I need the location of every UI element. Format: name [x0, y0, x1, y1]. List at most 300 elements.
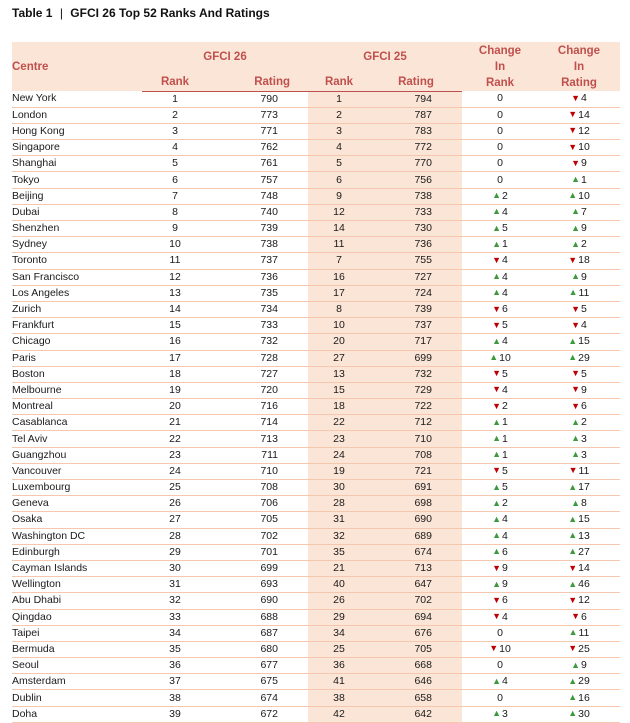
- change-in-rating-cell-value: 29: [578, 351, 590, 364]
- triangle-down-icon: ▼: [571, 400, 581, 411]
- gfci26-rating-cell: 733: [208, 318, 308, 334]
- gfci25-rank-cell: 15: [308, 382, 370, 398]
- change-in-rating-cell: [538, 123, 620, 139]
- change-in-rating-cell: [538, 609, 620, 625]
- gfci25-rating-cell: 794: [370, 91, 462, 107]
- gfci26-rank-cell: 36: [142, 658, 208, 674]
- centre-cell: Wellington: [12, 577, 142, 593]
- triangle-up-icon: ▲: [568, 578, 578, 589]
- change-in-rating-cell-value: 4: [581, 319, 587, 332]
- gfci26-rank-cell: 19: [142, 382, 208, 398]
- gfci26-rating-cell: 677: [208, 658, 308, 674]
- triangle-up-icon: ▲: [492, 433, 502, 444]
- gfci26-rating-cell: 714: [208, 415, 308, 431]
- centre-cell: Doha: [12, 706, 142, 722]
- table-row: [12, 658, 620, 674]
- table-row: [12, 480, 620, 496]
- change-in-rating-cell: [538, 480, 620, 496]
- centre-cell: Toronto: [12, 253, 142, 269]
- header-change-in-rating-line3: Rating: [561, 77, 597, 89]
- gfci25-rating-cell: 756: [370, 172, 462, 188]
- gfci25-rating-cell: 737: [370, 318, 462, 334]
- change-in-rating-cell: [538, 512, 620, 528]
- change-in-rating-cell-value: 13: [578, 529, 590, 542]
- gfci26-rating-cell: 716: [208, 399, 308, 415]
- triangle-up-icon: ▲: [571, 449, 581, 460]
- triangle-up-icon: ▲: [492, 335, 502, 346]
- change-in-rating-cell: [538, 674, 620, 690]
- gfci26-rating-cell: 690: [208, 593, 308, 609]
- gfci26-rating-cell: 713: [208, 431, 308, 447]
- gfci26-rating-cell: 738: [208, 237, 308, 253]
- change-in-rank-cell-value: 6: [502, 303, 508, 316]
- gfci26-rank-cell: 17: [142, 350, 208, 366]
- header-change-in-rating: [538, 42, 620, 91]
- change-in-rating-cell: [538, 577, 620, 593]
- change-in-rank-cell: [462, 107, 538, 123]
- gfci26-rating-cell: 773: [208, 107, 308, 123]
- gfci25-rating-cell: 658: [370, 690, 462, 706]
- change-in-rank-cell: [462, 140, 538, 156]
- table-body: [12, 91, 620, 722]
- triangle-down-icon: ▼: [571, 368, 581, 379]
- gfci26-rank-cell: 35: [142, 641, 208, 657]
- gfci25-rating-cell: 736: [370, 237, 462, 253]
- triangle-up-icon: ▲: [568, 675, 578, 686]
- change-in-rating-cell-value: 14: [578, 108, 590, 121]
- gfci26-rank-cell: 28: [142, 528, 208, 544]
- gfci26-rating-cell: 674: [208, 690, 308, 706]
- gfci25-rank-cell: 10: [308, 318, 370, 334]
- change-in-rating-cell-value: 1: [581, 173, 587, 186]
- change-in-rating-cell-value: 30: [578, 707, 590, 720]
- table-row: [12, 91, 620, 107]
- gfci25-rank-cell: 42: [308, 706, 370, 722]
- change-in-rating-cell-value: 3: [581, 432, 587, 445]
- change-in-rating-cell-value: 15: [578, 513, 590, 526]
- gfci26-rating-cell: 672: [208, 706, 308, 722]
- change-in-rank-cell: [462, 334, 538, 350]
- centre-cell: Zurich: [12, 301, 142, 317]
- table-row: [12, 544, 620, 560]
- triangle-down-icon: ▼: [492, 303, 502, 314]
- table-row: [12, 382, 620, 398]
- gfci25-rank-cell: 24: [308, 447, 370, 463]
- gfci26-rank-cell: 9: [142, 221, 208, 237]
- change-in-rating-cell: [538, 496, 620, 512]
- gfci25-rank-cell: 35: [308, 544, 370, 560]
- triangle-down-icon: ▼: [571, 611, 581, 622]
- change-in-rank-cell: [462, 172, 538, 188]
- triangle-up-icon: ▲: [571, 238, 581, 249]
- gfci26-rating-cell: 737: [208, 253, 308, 269]
- triangle-up-icon: ▲: [568, 708, 578, 719]
- table-row: [12, 625, 620, 641]
- gfci26-rating-cell: 706: [208, 496, 308, 512]
- centre-cell: Guangzhou: [12, 447, 142, 463]
- change-in-rating-cell-value: 10: [578, 189, 590, 202]
- gfci25-rating-cell: 708: [370, 447, 462, 463]
- table-row: [12, 107, 620, 123]
- gfci25-rating-cell: 730: [370, 221, 462, 237]
- change-in-rank-cell-value: 10: [499, 351, 511, 364]
- change-in-rating-cell: [538, 350, 620, 366]
- gfci25-rating-cell: 717: [370, 334, 462, 350]
- gfci26-rank-cell: 13: [142, 285, 208, 301]
- change-in-rank-cell: [462, 560, 538, 576]
- header-gfci26-rank: Rank: [142, 73, 208, 91]
- gfci26-rating-cell: 711: [208, 447, 308, 463]
- change-in-rank-cell: [462, 544, 538, 560]
- gfci25-rank-cell: 29: [308, 609, 370, 625]
- gfci26-rating-cell: 761: [208, 156, 308, 172]
- change-in-rank-cell: [462, 382, 538, 398]
- centre-cell: Frankfurt: [12, 318, 142, 334]
- gfci25-rank-cell: 2: [308, 107, 370, 123]
- change-in-rank-cell: [462, 123, 538, 139]
- change-in-rating-cell: [538, 301, 620, 317]
- gfci26-rank-cell: 11: [142, 253, 208, 269]
- triangle-up-icon: ▲: [492, 513, 502, 524]
- change-in-rank-cell: [462, 237, 538, 253]
- ranks-ratings-table: [12, 42, 620, 723]
- triangle-up-icon: ▲: [571, 659, 581, 670]
- change-in-rank-cell: [462, 431, 538, 447]
- centre-cell: Melbourne: [12, 382, 142, 398]
- gfci25-rating-cell: 690: [370, 512, 462, 528]
- centre-cell: Osaka: [12, 512, 142, 528]
- gfci26-rank-cell: 38: [142, 690, 208, 706]
- gfci25-rating-cell: 787: [370, 107, 462, 123]
- change-in-rating-cell: [538, 237, 620, 253]
- gfci26-rating-cell: 710: [208, 463, 308, 479]
- triangle-down-icon: ▼: [571, 303, 581, 314]
- centre-cell: New York: [12, 91, 142, 107]
- gfci26-rating-cell: 771: [208, 123, 308, 139]
- centre-cell: Hong Kong: [12, 123, 142, 139]
- triangle-up-icon: ▲: [568, 335, 578, 346]
- change-in-rating-cell-value: 46: [578, 578, 590, 591]
- gfci25-rank-cell: 30: [308, 480, 370, 496]
- table-title: GFCI 26 Top 52 Ranks And Ratings: [70, 6, 270, 20]
- triangle-down-icon: ▼: [568, 562, 578, 573]
- change-in-rating-cell-value: 27: [578, 545, 590, 558]
- centre-cell: Vancouver: [12, 463, 142, 479]
- gfci25-rating-cell: 733: [370, 204, 462, 220]
- change-in-rank-cell-value: 4: [502, 254, 508, 267]
- header-change-in-rank-line3: Rank: [485, 77, 515, 89]
- change-in-rating-cell: [538, 431, 620, 447]
- table-row: [12, 253, 620, 269]
- triangle-up-icon: ▲: [492, 190, 502, 201]
- change-in-rating-cell-value: 15: [578, 335, 590, 348]
- table-row: [12, 463, 620, 479]
- change-in-rating-cell: [538, 204, 620, 220]
- change-in-rating-cell-value: 11: [578, 464, 590, 477]
- gfci25-rating-cell: 705: [370, 641, 462, 657]
- centre-cell: Amsterdam: [12, 674, 142, 690]
- change-in-rank-cell-value: 5: [502, 481, 508, 494]
- triangle-up-icon: ▲: [492, 497, 502, 508]
- centre-cell: Montreal: [12, 399, 142, 415]
- gfci25-rank-cell: 20: [308, 334, 370, 350]
- gfci26-rank-cell: 21: [142, 415, 208, 431]
- table-row: [12, 415, 620, 431]
- gfci25-rating-cell: 770: [370, 156, 462, 172]
- triangle-down-icon: ▼: [492, 562, 502, 573]
- change-in-rating-cell-value: 16: [578, 691, 590, 704]
- triangle-down-icon: ▼: [568, 109, 578, 120]
- change-in-rank-cell: [462, 658, 538, 674]
- change-in-rank-cell: [462, 318, 538, 334]
- triangle-up-icon: ▲: [492, 287, 502, 298]
- gfci26-rank-cell: 37: [142, 674, 208, 690]
- triangle-down-icon: ▼: [571, 319, 581, 330]
- change-in-rank-cell: [462, 415, 538, 431]
- table-row: [12, 188, 620, 204]
- centre-cell: Taipei: [12, 625, 142, 641]
- centre-cell: Abu Dhabi: [12, 593, 142, 609]
- triangle-down-icon: ▼: [492, 465, 502, 476]
- gfci25-rank-cell: 25: [308, 641, 370, 657]
- change-in-rating-cell-value: 14: [578, 562, 590, 575]
- table-row: [12, 560, 620, 576]
- table-row: [12, 609, 620, 625]
- change-in-rank-cell-value: 1: [502, 448, 508, 461]
- change-in-rating-cell: [538, 690, 620, 706]
- change-in-rank-cell-value: 5: [502, 319, 508, 332]
- change-in-rank-cell-value: 0: [497, 691, 503, 704]
- change-in-rating-cell-value: 9: [581, 659, 587, 672]
- change-in-rank-cell: [462, 463, 538, 479]
- change-in-rank-cell-value: 3: [502, 707, 508, 720]
- gfci25-rating-cell: 647: [370, 577, 462, 593]
- gfci25-rank-cell: 23: [308, 431, 370, 447]
- gfci25-rating-cell: 721: [370, 463, 462, 479]
- gfci25-rank-cell: 28: [308, 496, 370, 512]
- triangle-up-icon: ▲: [492, 271, 502, 282]
- gfci26-rating-cell: 757: [208, 172, 308, 188]
- gfci26-rating-cell: 736: [208, 269, 308, 285]
- gfci26-rating-cell: 734: [208, 301, 308, 317]
- gfci26-rating-cell: 728: [208, 350, 308, 366]
- change-in-rank-cell-value: 0: [497, 659, 503, 672]
- gfci26-rank-cell: 3: [142, 123, 208, 139]
- triangle-down-icon: ▼: [492, 368, 502, 379]
- gfci25-rank-cell: 9: [308, 188, 370, 204]
- triangle-down-icon: ▼: [568, 125, 578, 136]
- gfci25-rating-cell: 732: [370, 366, 462, 382]
- gfci26-rating-cell: 708: [208, 480, 308, 496]
- gfci25-rank-cell: 21: [308, 560, 370, 576]
- gfci25-rating-cell: 727: [370, 269, 462, 285]
- triangle-down-icon: ▼: [489, 643, 499, 654]
- triangle-up-icon: ▲: [568, 530, 578, 541]
- change-in-rating-cell-value: 29: [578, 675, 590, 688]
- change-in-rating-cell: [538, 625, 620, 641]
- header-gfci26: GFCI 26: [142, 42, 308, 73]
- gfci25-rating-cell: 689: [370, 528, 462, 544]
- triangle-down-icon: ▼: [571, 92, 581, 103]
- centre-cell: Singapore: [12, 140, 142, 156]
- change-in-rank-cell-value: 2: [502, 189, 508, 202]
- centre-cell: Sydney: [12, 237, 142, 253]
- header-change-in-rank: [462, 42, 538, 91]
- change-in-rank-cell: [462, 496, 538, 512]
- change-in-rank-cell-value: 2: [502, 400, 508, 413]
- gfci26-rank-cell: 24: [142, 463, 208, 479]
- gfci26-rank-cell: 14: [142, 301, 208, 317]
- table-row: [12, 593, 620, 609]
- table-row: [12, 221, 620, 237]
- change-in-rating-cell-value: 9: [581, 222, 587, 235]
- centre-cell: Dublin: [12, 690, 142, 706]
- gfci26-rating-cell: 762: [208, 140, 308, 156]
- change-in-rating-cell: [538, 91, 620, 107]
- triangle-up-icon: ▲: [568, 352, 578, 363]
- gfci25-rating-cell: 713: [370, 560, 462, 576]
- change-in-rank-cell-value: 0: [497, 157, 503, 170]
- triangle-up-icon: ▲: [492, 416, 502, 427]
- change-in-rank-cell-value: 4: [502, 286, 508, 299]
- gfci25-rank-cell: 18: [308, 399, 370, 415]
- centre-cell: Chicago: [12, 334, 142, 350]
- gfci26-rating-cell: 693: [208, 577, 308, 593]
- centre-cell: Cayman Islands: [12, 560, 142, 576]
- gfci26-rating-cell: 790: [208, 91, 308, 107]
- change-in-rank-cell-value: 0: [497, 626, 503, 639]
- change-in-rating-cell: [538, 382, 620, 398]
- change-in-rating-cell-value: 9: [581, 383, 587, 396]
- gfci25-rating-cell: 699: [370, 350, 462, 366]
- gfci25-rank-cell: 3: [308, 123, 370, 139]
- gfci25-rank-cell: 22: [308, 415, 370, 431]
- centre-cell: Bermuda: [12, 641, 142, 657]
- change-in-rating-cell-value: 2: [581, 238, 587, 251]
- triangle-down-icon: ▼: [568, 643, 578, 654]
- change-in-rank-cell: [462, 480, 538, 496]
- gfci26-rating-cell: 739: [208, 221, 308, 237]
- gfci25-rating-cell: 710: [370, 431, 462, 447]
- change-in-rating-cell: [538, 318, 620, 334]
- change-in-rank-cell-value: 6: [502, 594, 508, 607]
- title-separator: |: [59, 6, 63, 20]
- change-in-rank-cell: [462, 674, 538, 690]
- triangle-down-icon: ▼: [571, 384, 581, 395]
- gfci26-rank-cell: 4: [142, 140, 208, 156]
- header-change-in-rating-line2: In: [573, 61, 585, 73]
- triangle-up-icon: ▲: [571, 222, 581, 233]
- change-in-rating-cell: [538, 156, 620, 172]
- change-in-rating-cell-value: 3: [581, 448, 587, 461]
- change-in-rank-cell-value: 4: [502, 675, 508, 688]
- gfci25-rating-cell: 755: [370, 253, 462, 269]
- change-in-rank-cell-value: 0: [497, 141, 503, 154]
- change-in-rating-cell-value: 17: [578, 481, 590, 494]
- change-in-rating-cell: [538, 172, 620, 188]
- change-in-rank-cell: [462, 399, 538, 415]
- change-in-rating-cell-value: 11: [578, 286, 590, 299]
- triangle-down-icon: ▼: [492, 319, 502, 330]
- gfci25-rating-cell: 676: [370, 625, 462, 641]
- change-in-rank-cell: [462, 204, 538, 220]
- change-in-rank-cell-value: 9: [502, 562, 508, 575]
- gfci25-rank-cell: 12: [308, 204, 370, 220]
- gfci26-rank-cell: 6: [142, 172, 208, 188]
- ranks-ratings-table-container: [12, 42, 620, 723]
- triangle-up-icon: ▲: [568, 190, 578, 201]
- gfci25-rating-cell: 642: [370, 706, 462, 722]
- gfci26-rating-cell: 680: [208, 641, 308, 657]
- change-in-rating-cell: [538, 560, 620, 576]
- change-in-rank-cell-value: 4: [502, 610, 508, 623]
- change-in-rank-cell: [462, 447, 538, 463]
- table-row: [12, 334, 620, 350]
- centre-cell: Edinburgh: [12, 544, 142, 560]
- table-row: [12, 447, 620, 463]
- change-in-rank-cell-value: 6: [502, 545, 508, 558]
- change-in-rank-cell-value: 4: [502, 529, 508, 542]
- change-in-rating-cell-value: 18: [578, 254, 590, 267]
- gfci25-rank-cell: 4: [308, 140, 370, 156]
- triangle-up-icon: ▲: [492, 530, 502, 541]
- triangle-up-icon: ▲: [571, 416, 581, 427]
- gfci26-rating-cell: 727: [208, 366, 308, 382]
- gfci25-rank-cell: 27: [308, 350, 370, 366]
- gfci25-rank-cell: 40: [308, 577, 370, 593]
- gfci25-rank-cell: 13: [308, 366, 370, 382]
- change-in-rank-cell-value: 4: [502, 205, 508, 218]
- table-row: [12, 577, 620, 593]
- table-row: [12, 301, 620, 317]
- table-number: Table 1: [12, 6, 53, 20]
- table-row: [12, 496, 620, 512]
- centre-cell: Tel Aviv: [12, 431, 142, 447]
- gfci25-rank-cell: 14: [308, 221, 370, 237]
- triangle-down-icon: ▼: [568, 594, 578, 605]
- triangle-up-icon: ▲: [489, 352, 499, 363]
- table-row: [12, 156, 620, 172]
- gfci26-rating-cell: 705: [208, 512, 308, 528]
- change-in-rank-cell-value: 5: [502, 222, 508, 235]
- table-row: [12, 285, 620, 301]
- gfci26-rating-cell: 732: [208, 334, 308, 350]
- table-row: [12, 204, 620, 220]
- change-in-rank-cell: [462, 350, 538, 366]
- change-in-rank-cell: [462, 221, 538, 237]
- gfci25-rank-cell: 38: [308, 690, 370, 706]
- triangle-up-icon: ▲: [492, 449, 502, 460]
- change-in-rank-cell-value: 1: [502, 416, 508, 429]
- table-row: [12, 140, 620, 156]
- gfci26-rating-cell: 720: [208, 382, 308, 398]
- gfci26-rating-cell: 701: [208, 544, 308, 560]
- change-in-rating-cell: [538, 463, 620, 479]
- change-in-rating-cell: [538, 528, 620, 544]
- change-in-rating-cell: [538, 188, 620, 204]
- gfci25-rank-cell: 32: [308, 528, 370, 544]
- change-in-rating-cell-value: 7: [581, 205, 587, 218]
- centre-cell: Shanghai: [12, 156, 142, 172]
- change-in-rank-cell-value: 1: [502, 432, 508, 445]
- change-in-rank-cell-value: 0: [497, 108, 503, 121]
- gfci25-rating-cell: 724: [370, 285, 462, 301]
- table-row: [12, 641, 620, 657]
- change-in-rank-cell: [462, 91, 538, 107]
- gfci26-rank-cell: 32: [142, 593, 208, 609]
- gfci25-rating-cell: 739: [370, 301, 462, 317]
- triangle-up-icon: ▲: [492, 546, 502, 557]
